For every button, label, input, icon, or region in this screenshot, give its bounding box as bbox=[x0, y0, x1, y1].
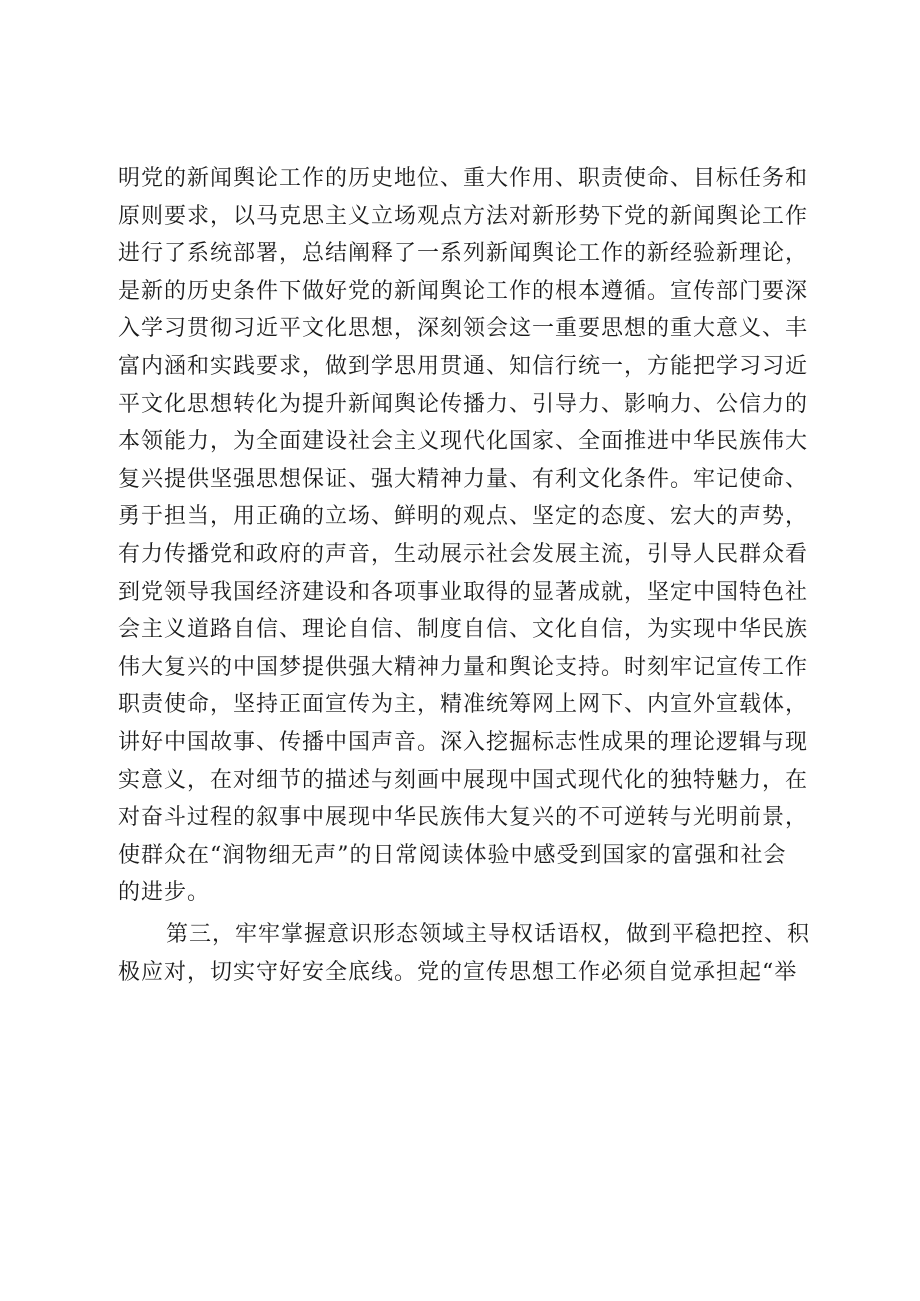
paragraph-1 bbox=[118, 160, 818, 916]
text-line: 职责使命，坚持正面宣传为主，精准统筹网上网下、内宣外宣载体， bbox=[118, 692, 809, 718]
text-line: 本领能力，为全面建设社会主义现代化国家、全面推进中华民族伟大 bbox=[118, 429, 809, 455]
text-line: 会主义道路自信、理论自信、制度自信、文化自信，为实现中华民族 bbox=[118, 617, 809, 643]
text-line: 的进步。 bbox=[118, 880, 211, 906]
text-line: 讲好中国故事、传播中国声音。深入挖掘标志性成果的理论逻辑与现 bbox=[118, 729, 809, 755]
paragraph-2 bbox=[118, 916, 818, 991]
text-line: 原则要求，以马克思主义立场观点方法对新形势下党的新闻舆论工作 bbox=[118, 203, 809, 229]
text-line: 使群众在“润物细无声”的日常阅读体验中感受到国家的富强和社会 bbox=[118, 842, 787, 868]
text-line: 入学习贯彻习近平文化思想，深刻领会这一重要思想的重大意义、丰 bbox=[118, 316, 809, 342]
text-line: 到党领导我国经济建设和各项事业取得的显著成就，坚定中国特色社 bbox=[118, 579, 809, 605]
text-line: 有力传播党和政府的声音，生动展示社会发展主流，引导人民群众看 bbox=[118, 541, 809, 567]
text-line: 进行了系统部署，总结阐释了一系列新闻舆论工作的新经验新理论， bbox=[118, 241, 809, 267]
text-line: 是新的历史条件下做好党的新闻舆论工作的根本遵循。宣传部门要深 bbox=[118, 278, 809, 304]
text-line: 平文化思想转化为提升新闻舆论传播力、引导力、影响力、公信力的 bbox=[118, 391, 809, 417]
text-line: 伟大复兴的中国梦提供强大精神力量和舆论支持。时刻牢记宣传工作 bbox=[118, 654, 809, 680]
text-line: 第三，牢牢掌握意识形态领域主导权话语权，做到平稳把控、积 bbox=[166, 922, 811, 948]
text-line: 复兴提供坚强思想保证、强大精神力量、有利文化条件。牢记使命、 bbox=[118, 466, 809, 492]
text-line: 勇于担当，用正确的立场、鲜明的观点、坚定的态度、宏大的声势， bbox=[118, 504, 809, 530]
document-body bbox=[118, 160, 818, 991]
text-line: 明党的新闻舆论工作的历史地位、重大作用、职责使命、目标任务和 bbox=[118, 166, 809, 191]
text-line: 富内涵和实践要求，做到学思用贯通、知信行统一，方能把学习习近 bbox=[118, 353, 809, 379]
text-line: 对奋斗过程的叙事中展现中华民族伟大复兴的不可逆转与光明前景， bbox=[118, 805, 809, 831]
text-line: 实意义，在对细节的描述与刻画中展现中国式现代化的独特魅力，在 bbox=[118, 767, 809, 793]
text-line: 极应对，切实守好安全底线。党的宣传思想工作必须自觉承担起“举 bbox=[118, 959, 798, 985]
